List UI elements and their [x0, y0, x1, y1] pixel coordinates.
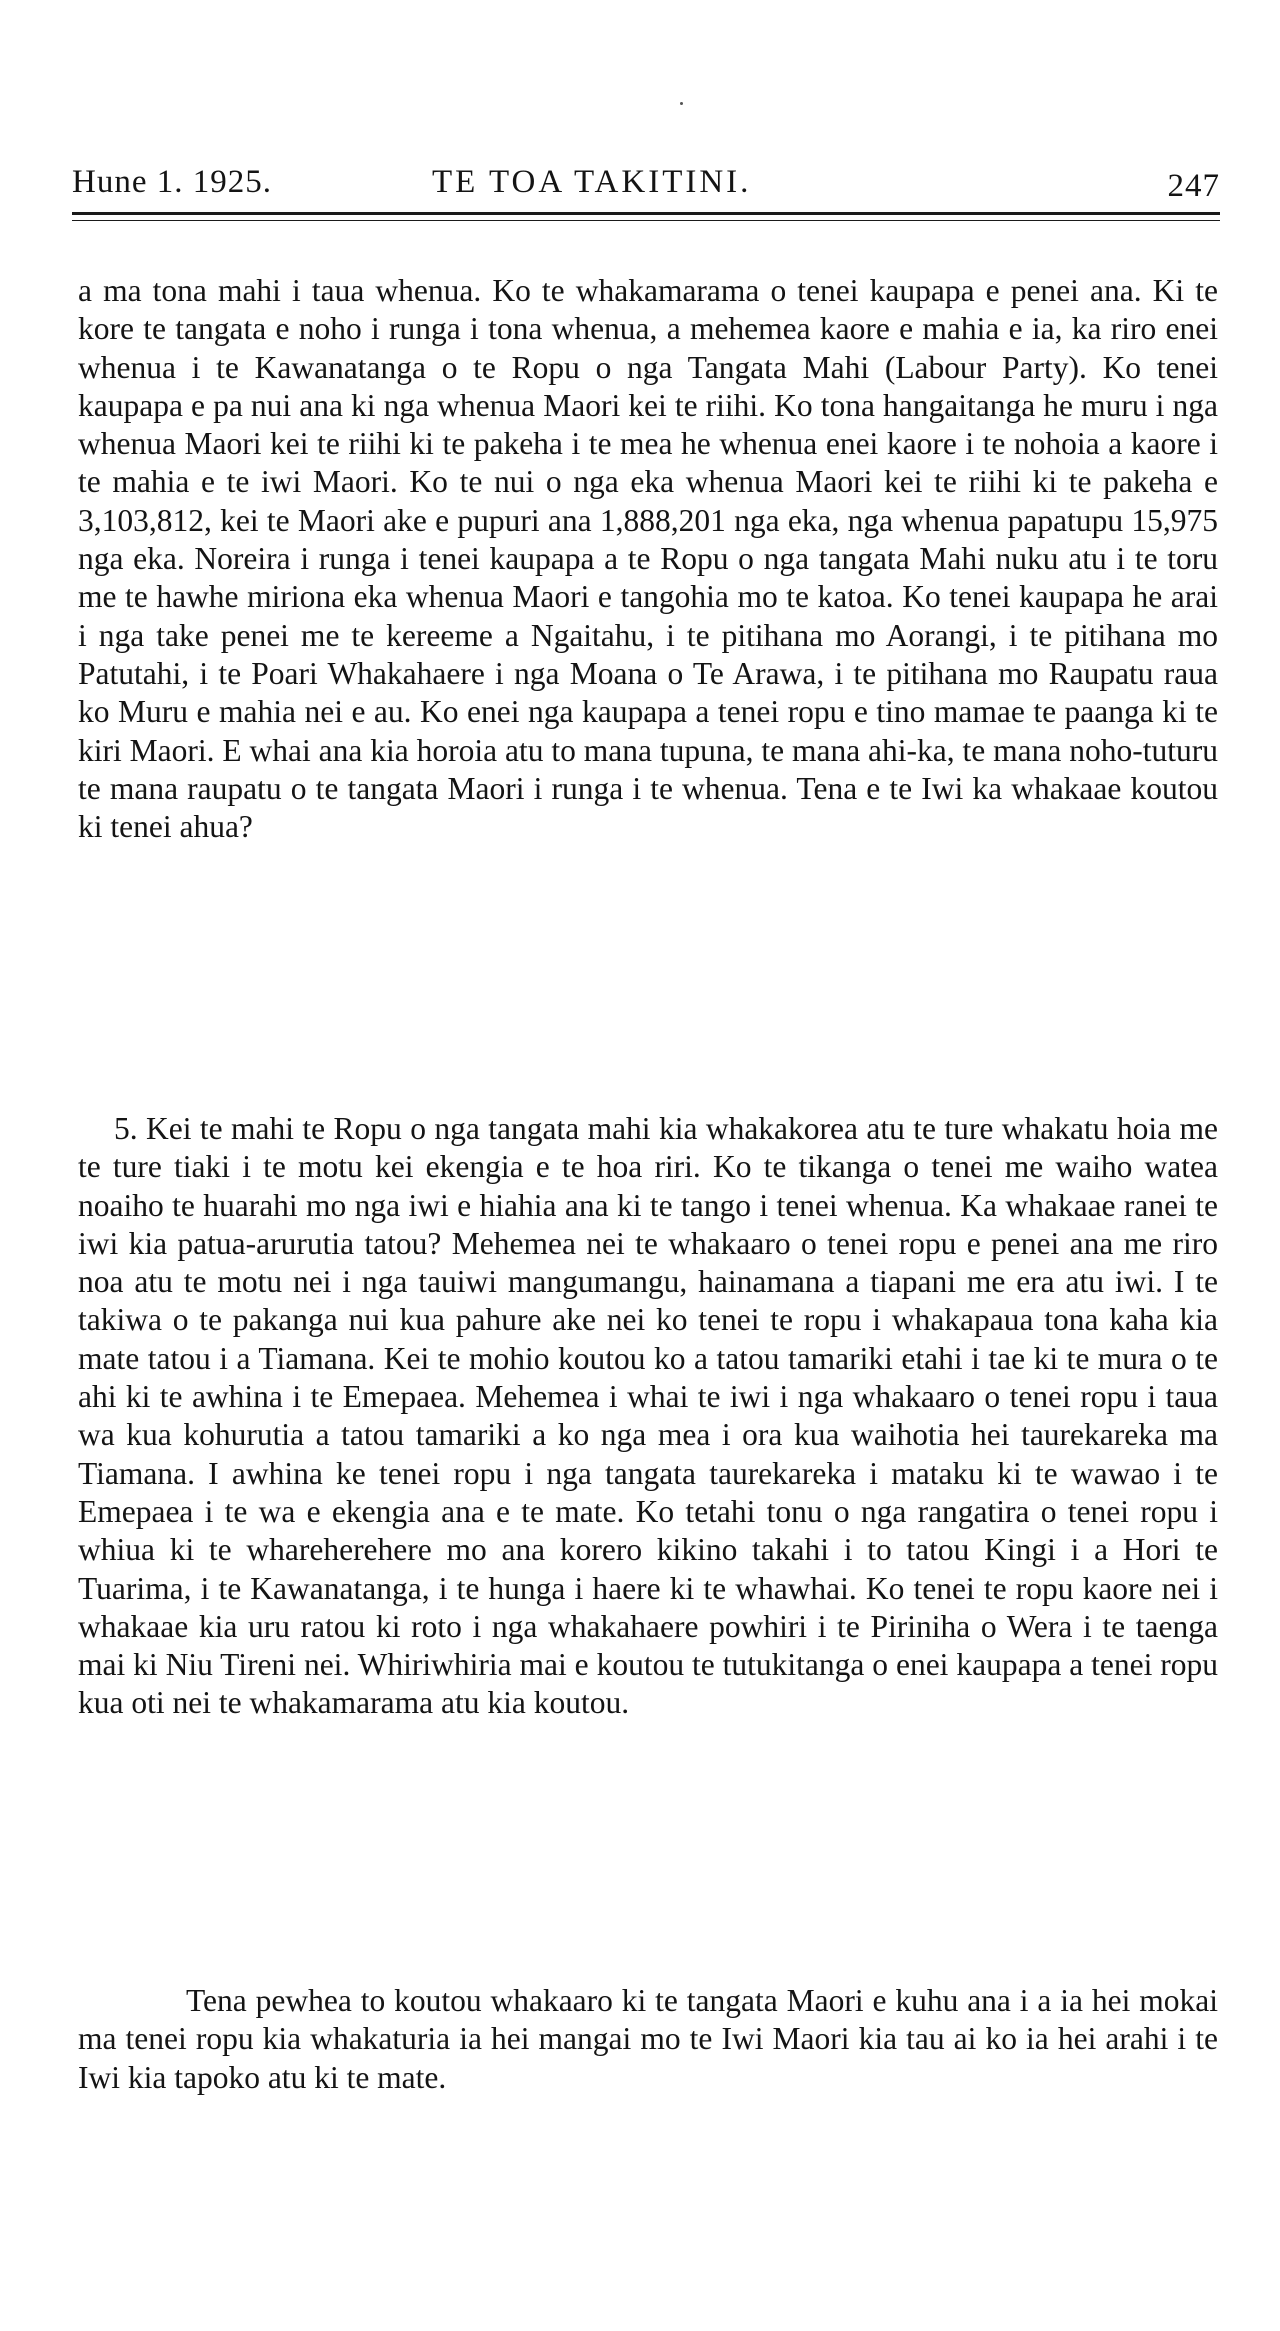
- header-title: TE TOA TAKITINI.: [432, 164, 752, 200]
- body-paragraph-3: Tena pewhea to koutou whakaaro ki te tangata Maori e kuhu ana i a ia hei mokai ma tenei ropu kia whakaturia ia hei mangai mo te Iwi Maori kia tau ai ko ia hei arahi i te Iwi kia tapoko atu ki te mate.: [78, 1983, 1218, 2095]
- body-paragraph-2: 5. Kei te mahi te Ropu o nga tangata mahi kia whakakorea atu te ture whakatu hoia me te ture tiaki i te motu kei ekengia e te hoa riri. Ko te tikanga o tenei me waiho watea noaiho te huarahi mo nga iwi e hiahia ana ki te tango i tenei whenua. Ka whakaae ranei te iwi kia patua-arurutia tatou? Mehemea nei te whakaaro o tenei ropu e penei ana me riro noa atu te motu nei i nga tauiwi mangumangu, hainamana a tiapani me era atu iwi. I te takiwa o te pakanga nui kua pahure ake nei ko tenei te ropu i whakapaua tona kaha kia mate tatou i a Tiamana. Kei te mohio koutou ko a tatou tamariki etahi i tae ki te mura o te ahi ki te awhina i te Emepaea. Mehemea i whai te iwi i nga whakaaro o tenei ropu i taua wa kua kohurutia a tatou tamariki a ko nga mea i ora kua waihotia hei taurekareka ma Tiamana. I awhina ke tenei ropu i nga tangata taurekareka i mataku ki te wawao i te Emepaea i te wa e ekengia ana e te mate. Ko tetahi tonu o nga rangatira o tenei ropu i whiua ki te whareherehere mo ana korero kikino takahi i to tatou Kingi i a Hori te Tuarima, i te Kawanatanga, i te hunga i haere ki te whawhai. Ko tenei te ropu kaore nei i whakaae kia uru ratou ki roto i nga whakahaere powhiri i te Piriniha o Wera i te taenga mai ki Niu Tireni nei. Whiriwhiria mai e koutou te tutukitanga o enei kaupapa a tenei ropu kua oti nei te whakamarama atu kia koutou.: [78, 1111, 1218, 1721]
- page-number: 247: [1167, 168, 1220, 204]
- header-rule-thick: [72, 212, 1220, 215]
- header-date: Hune 1. 1925.: [72, 164, 272, 200]
- print-speck: [680, 102, 683, 105]
- header-rule-thin: [72, 220, 1220, 221]
- body-paragraph-1: a ma tona mahi i taua whenua. Ko te whakamarama o tenei kaupapa e penei ana. Ki te kore te tangata e noho i runga i tona whenua, a mehemea kaore e mahia e ia, ka riro enei whenua i te Kawanatanga o te Ropu o nga Tangata Mahi (Labour Party). Ko tenei kaupapa e pa nui ana ki nga whenua Maori kei te riihi. Ko tona hangaitanga he muru i nga whenua Maori kei te riihi ki te pakeha i te mea he whenua enei kaore i te nohoia a kaore i te mahia e te iwi Maori. Ko te nui o nga eka whenua Maori kei te riihi ki te pakeha e 3,103,812, kei te Maori ake e pupuri ana 1,888,201 nga eka, nga whenua papatupu 15,975 nga eka. Noreira i runga i tenei kaupapa a te Ropu o nga tangata Mahi nuku atu i te toru me te hawhe miriona eka whenua Maori e tangohia mo te katoa. Ko tenei kaupapa he arai i nga take penei me te kereeme a Ngaitahu, i te pitihana mo Aorangi, i te pitihana mo Patutahi, i te Poari Whakahaere i nga Moana o Te Arawa, i te pitihana mo Raupatu raua ko Muru e mahia nei e au. Ko enei nga kaupapa a tenei ropu e tino mamae te paanga ki te kiri Maori. E whai ana kia horoia atu to mana tupuna, te mana ahi-ka, te mana noho-tuturu te mana raupatu o te tangata Maori i runga i te whenua. Tena e te Iwi ka whakaae koutou ki tenei ahua?: [78, 273, 1218, 845]
- page-header: [72, 150, 1220, 210]
